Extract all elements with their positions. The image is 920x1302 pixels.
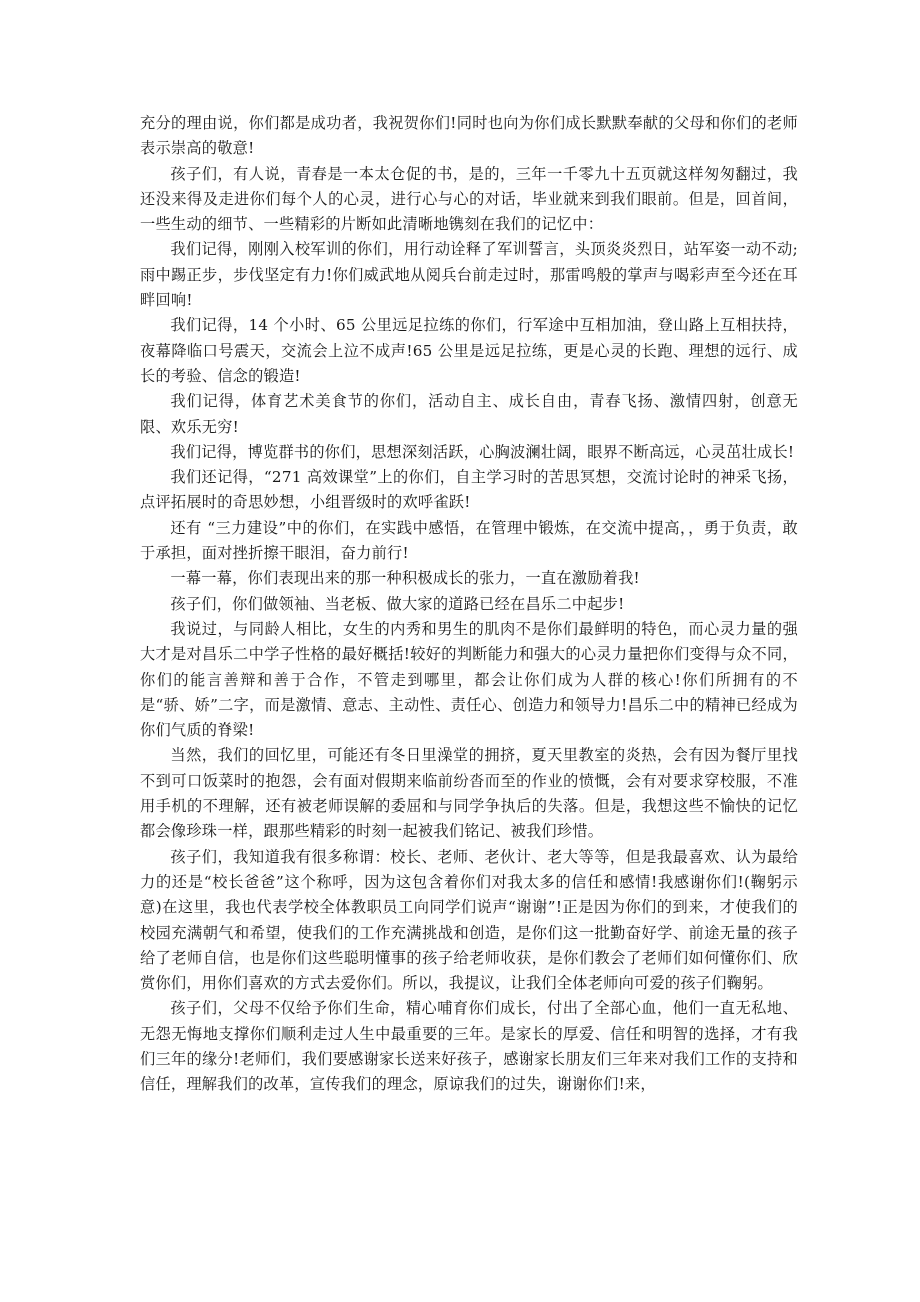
paragraph-1: 充分的理由说，你们都是成功者，我祝贺你们!同时也向为你们成长默默奉献的父母和你们的老师表示崇高的敬意! bbox=[140, 114, 798, 158]
paragraph-8: 还有 “三力建设”中的你们，在实践中感悟，在管理中锻炼，在交流中提高，，勇于负责，敢于承担，面对挫折擦干眼泪，奋力前行! bbox=[140, 518, 798, 563]
paragraph-14: 孩子们，父母不仅给予你们生命，精心哺育你们成长，付出了全部心血，他们一直无私地、无怨无悔地支撑你们顺利走过人生中最重要的三年。是家长的厚爱、信任和明智的选择，才有我们三年的缘分!老师们，我们要感谢家长送来好孩子，感谢家长朋友们三年来对我们工作的支持和信任，理解我们的改革，宣传我们的理念，原谅我们的过失，谢谢你们!来， bbox=[140, 999, 798, 1094]
paragraph-11: 我说过，与同龄人相比，女生的内秀和男生的肌肉不是你们最鲜明的特色，而心灵力量的强大才是对昌乐二中学子性格的最好概括!较好的判断能力和强大的心灵力量把你们变得与众不同，你们的能言善辩和善于合作，不管走到哪里，都会让你们成为人群的核心!你们所拥有的不是“骄、娇”二字，而是激情、意志、主动性、责任心、创造力和领导力!昌乐二中的精神已经成为你们气质的脊梁! bbox=[140, 619, 798, 740]
paragraph-9: 一幕一幕，你们表现出来的那一种积极成长的张力，一直在激励着我! bbox=[170, 569, 640, 588]
document-body bbox=[140, 111, 798, 1098]
paragraph-6: 我们记得，博览群书的你们，思想深刻活跃，心胸波澜壮阔，眼界不断高远，心灵茁壮成长! bbox=[170, 442, 795, 461]
paragraph-3: 我们记得，刚刚入校军训的你们，用行动诠释了军训誓言，头顶炎炎烈日，站军姿一动不动;雨中踢正步，步伐坚定有力!你们威武地从阅兵台前走过时，那雷鸣般的掌声与喝彩声至今还在耳畔回响! bbox=[140, 240, 798, 310]
paragraph-2: 孩子们，有人说，青春是一本太仓促的书，是的，三年一千零九十五页就这样匆匆翻过，我还没来得及走进你们每个人的心灵，进行心与心的对话，毕业就来到我们眼前。但是，回首间，一些生动的细节、一些精彩的片断如此清晰地镌刻在我们的记忆中： bbox=[140, 164, 798, 234]
paragraph-12: 当然，我们的回忆里，可能还有冬日里澡堂的拥挤，夏天里教室的炎热，会有因为餐厅里找不到可口饭菜时的抱怨，会有面对假期来临前纷沓而至的作业的愤慨，会有对要求穿校服，不准用手机的不理解，还有被老师误解的委屈和与同学争执后的失落。但是，我想这些不愉快的记忆都会像珍珠一样，跟那些精彩的时刻一起被我们铭记、被我们珍惜。 bbox=[140, 746, 798, 841]
paragraph-10: 孩子们，你们做领袖、当老板、做大家的道路已经在昌乐二中起步! bbox=[170, 594, 625, 613]
paragraph-5: 我们记得，体育艺术美食节的你们，活动自主、成长自由，青春飞扬、激情四射，创意无限、欢乐无穷! bbox=[140, 392, 798, 436]
paragraph-7: 我们还记得，“271 高效课堂”上的你们，自主学习时的苦思冥想，交流讨论时的神采飞扬，点评拓展时的奇思妙想，小组晋级时的欢呼雀跃! bbox=[140, 468, 798, 512]
paragraph-4: 我们记得，14 个小时、65 公里远足拉练的你们，行军途中互相加油，登山路上互相扶持，夜幕降临口号震天，交流会上泣不成声!65 公里是远足拉练，更是心灵的长跑、理想的远行、成长的考验、信念的锻造! bbox=[140, 316, 798, 385]
paragraph-13: 孩子们，我知道我有很多称谓：校长、老师、老伙计、老大等等，但是我最喜欢、认为最给力的还是“校长爸爸”这个称呼，因为这包含着你们对我太多的信任和感情!我感谢你们!(鞠躬示意)在这里，我也代表学校全体教职员工向同学们说声“谢谢”!正是因为你们的到来，才使我们的校园充满朝气和希望，使我们的工作充满挑战和创造，是你们这一批勤奋好学、前途无量的孩子给了老师自信，也是你们这些聪明懂事的孩子给老师收获，是你们教会了老师们如何懂你们、欣赏你们，用你们喜欢的方式去爱你们。所以，我提议，让我们全体老师向可爱的孩子们鞠躬。 bbox=[140, 847, 798, 993]
